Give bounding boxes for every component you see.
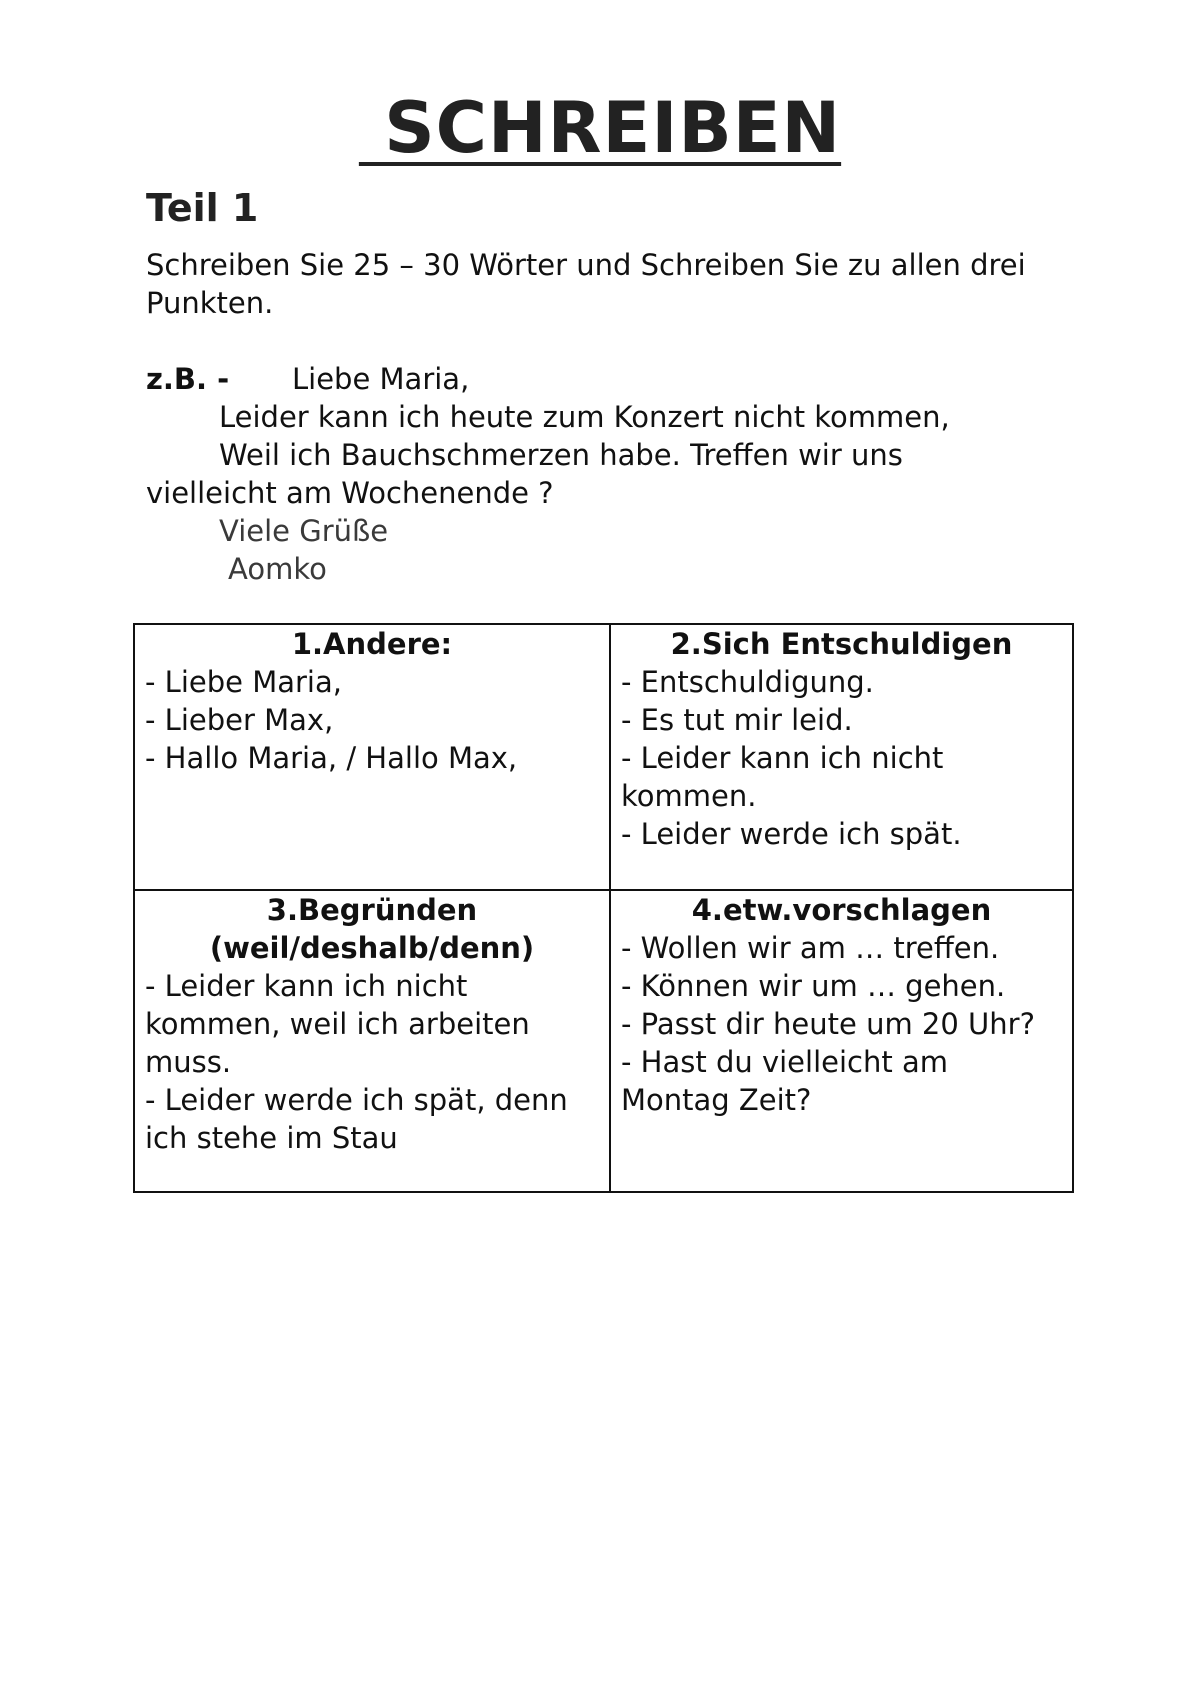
table-row (134, 890, 1073, 1192)
page-title (0, 86, 1200, 170)
phrase-table (133, 623, 1074, 1193)
list-item: - Hast du vielleicht am Montag Zeit? (621, 1045, 948, 1117)
cell-heading: 4.etw.vorschlagen (691, 893, 992, 927)
list-item: - Leider werde ich spät. (621, 817, 962, 851)
table-cell-entschuldigen (610, 624, 1073, 890)
task-instruction: Schreiben Sie 25 – 30 Wörter und Schreiben Sie zu allen drei Punkten. (146, 248, 1026, 320)
cell-heading: 2.Sich Entschuldigen (670, 627, 1013, 661)
example-closing: Viele Grüße (219, 514, 389, 548)
table-row (134, 624, 1073, 890)
example-line-2: Weil ich Bauchschmerzen habe. Treffen wir uns (219, 438, 903, 472)
list-item: - Können wir um … gehen. (621, 969, 1006, 1003)
list-item: - Es tut mir leid. (621, 703, 853, 737)
cell-heading: 3.Begründen (weil/deshalb/denn) (209, 893, 535, 965)
example-line-1: Leider kann ich heute zum Konzert nicht kommen, (219, 400, 950, 434)
list-item: - Liebe Maria, (145, 665, 342, 699)
page-title-text: SCHREIBEN (358, 87, 842, 169)
list-item: - Leider kann ich nicht kommen, weil ich arbeiten muss. (145, 969, 530, 1079)
example-label: z.B. - (146, 362, 230, 396)
table-cell-begruenden (134, 890, 610, 1192)
list-item: - Leider werde ich spät, denn ich stehe im Stau (145, 1083, 568, 1155)
list-item: - Passt dir heute um 20 Uhr? (621, 1007, 1035, 1041)
example-first-line (146, 360, 1106, 398)
table-cell-andere (134, 624, 610, 890)
example-signature: Aomko (228, 552, 327, 586)
list-item: - Hallo Maria, / Hallo Max, (145, 741, 518, 775)
list-item: - Leider kann ich nicht kommen. (621, 741, 944, 813)
list-item: - Entschuldigung. (621, 665, 874, 699)
example-line-3: vielleicht am Wochenende ? (146, 476, 554, 510)
list-item: - Wollen wir am … treffen. (621, 931, 1000, 965)
example-salutation: Liebe Maria, (292, 362, 470, 396)
example-letter (146, 360, 1106, 588)
cell-heading: 1.Andere: (291, 627, 453, 661)
list-item: - Lieber Max, (145, 703, 334, 737)
table-cell-vorschlagen (610, 890, 1073, 1192)
section-heading: Teil 1 (146, 186, 259, 230)
